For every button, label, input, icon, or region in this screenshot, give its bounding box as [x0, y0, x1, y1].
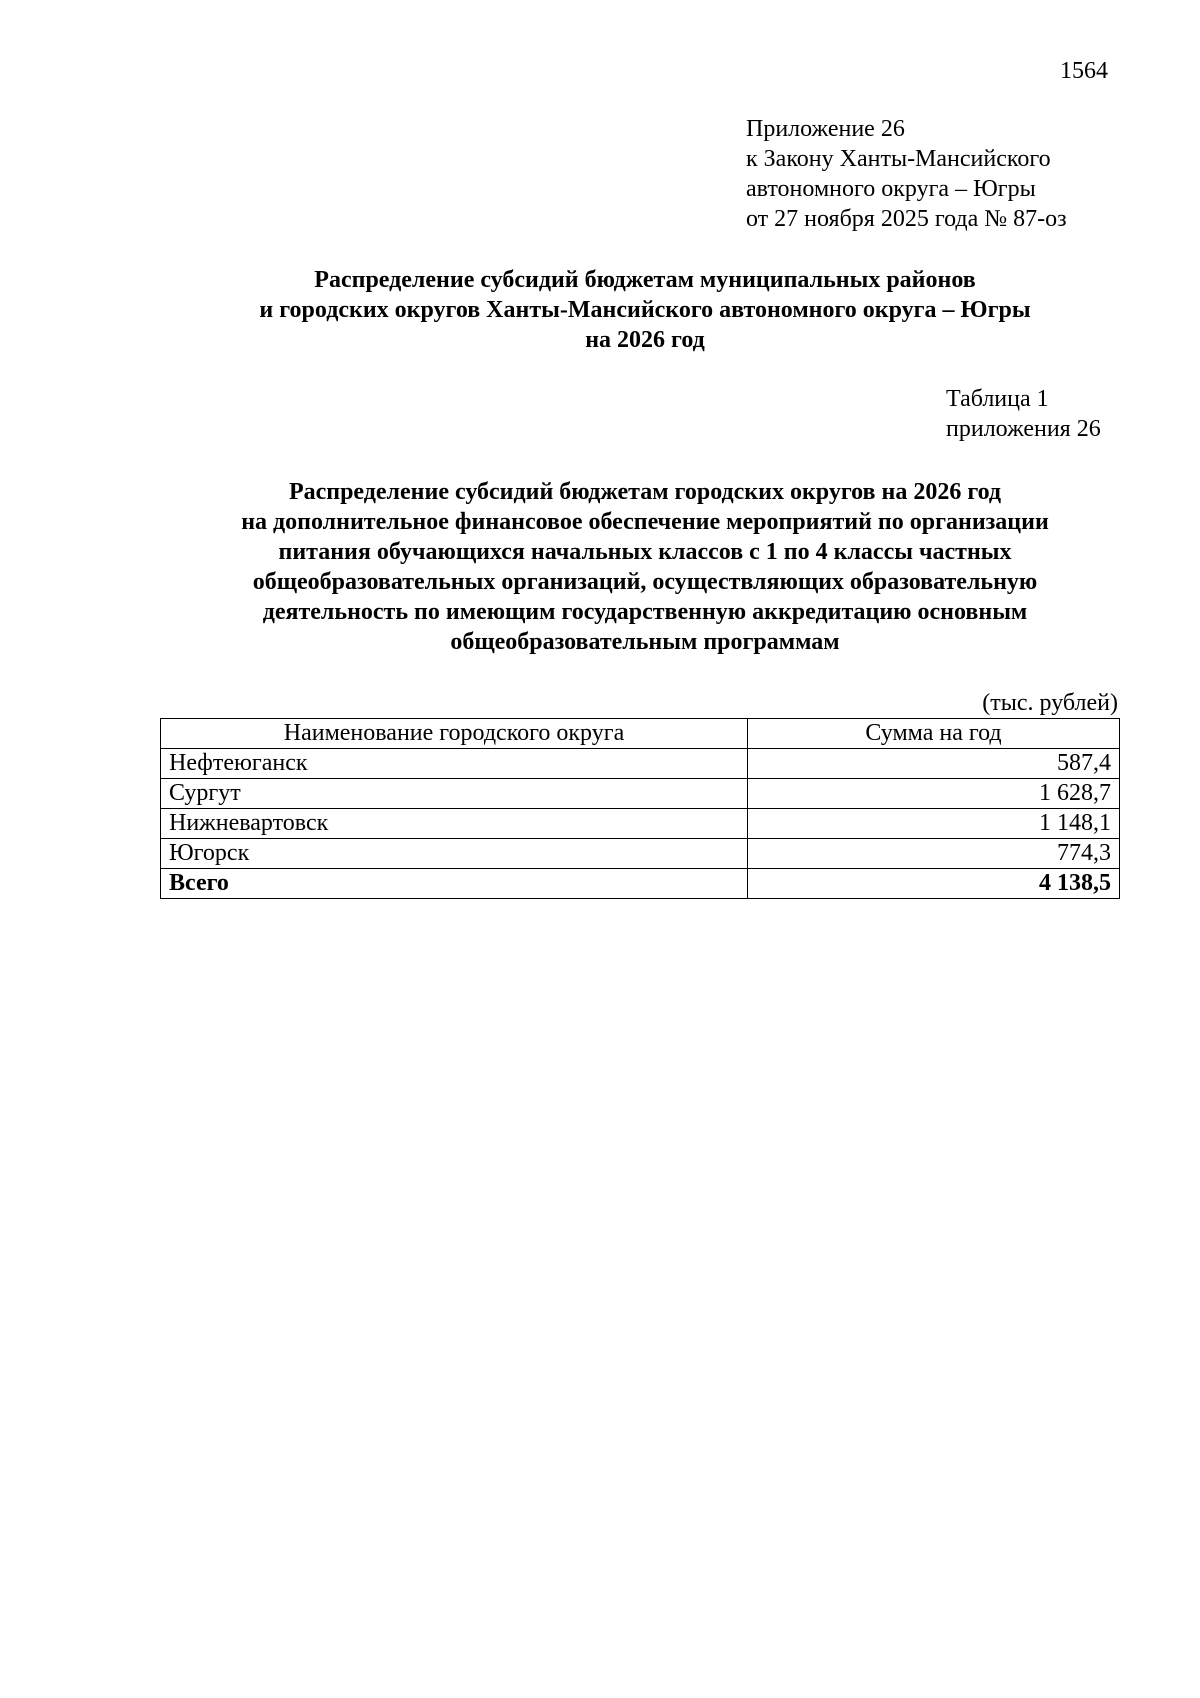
main-title-line: и городских округов Ханты-Мансийского автономного округа – Югры	[259, 297, 1031, 323]
table-reference-line: приложения 26	[946, 416, 1101, 442]
appendix-reference	[746, 114, 1067, 234]
table-row	[161, 839, 1120, 869]
subsidy-table	[160, 718, 1120, 899]
amount-cell: 1 628,7	[748, 779, 1120, 809]
amount-cell: 1 148,1	[748, 809, 1120, 839]
district-name-cell: Нефтеюганск	[161, 749, 748, 779]
main-title-line: на 2026 год	[585, 327, 705, 353]
units-label: (тыс. рублей)	[982, 690, 1118, 716]
appendix-line: от 27 ноября 2025 года № 87-оз	[746, 206, 1067, 232]
table-title-line: общеобразовательным программам	[450, 629, 840, 655]
header-district-name: Наименование городского округа	[161, 719, 748, 749]
table-header-row	[161, 719, 1120, 749]
appendix-line: к Закону Ханты-Мансийского	[746, 146, 1051, 172]
page-number: 1564	[1060, 58, 1108, 84]
table-title-line: питания обучающихся начальных классов с 1 по 4 классы частных	[278, 539, 1012, 565]
amount-cell: 774,3	[748, 839, 1120, 869]
appendix-line: автономного округа – Югры	[746, 176, 1036, 202]
main-title-line: Распределение субсидий бюджетам муниципальных районов	[314, 267, 976, 293]
table-title-line: на дополнительное финансовое обеспечение мероприятий по организации	[241, 509, 1049, 535]
table-title	[0, 477, 1200, 657]
table-reference	[946, 384, 1101, 444]
district-name-cell: Югорск	[161, 839, 748, 869]
table-title-line: общеобразовательных организаций, осуществляющих образовательную	[252, 569, 1038, 595]
table-row	[161, 809, 1120, 839]
total-amount-cell: 4 138,5	[748, 869, 1120, 899]
total-label-cell: Всего	[161, 869, 748, 899]
appendix-line: Приложение 26	[746, 116, 905, 142]
amount-cell: 587,4	[748, 749, 1120, 779]
table-row	[161, 779, 1120, 809]
district-name-cell: Нижневартовск	[161, 809, 748, 839]
table-title-line: деятельность по имеющим государственную аккредитацию основным	[262, 599, 1028, 625]
district-name-cell: Сургут	[161, 779, 748, 809]
table-row	[161, 749, 1120, 779]
main-title	[0, 265, 1200, 355]
table-reference-line: Таблица 1	[946, 386, 1049, 412]
header-annual-amount: Сумма на год	[748, 719, 1120, 749]
table-total-row	[161, 869, 1120, 899]
table-title-line: Распределение субсидий бюджетам городских округов на 2026 год	[288, 479, 1002, 505]
